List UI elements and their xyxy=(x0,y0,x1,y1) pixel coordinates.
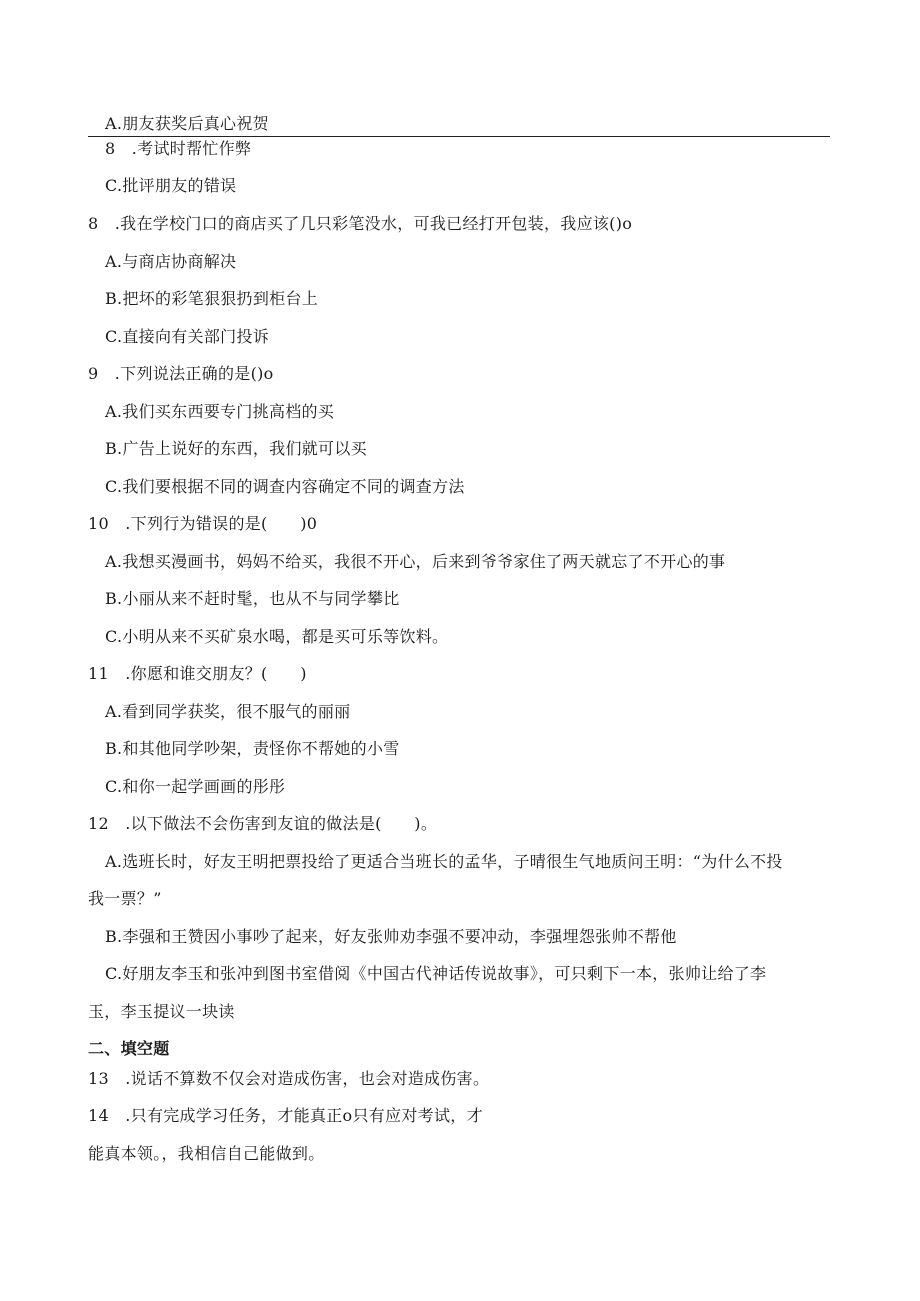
option-b: B.把坏的彩笔狠狠扔到柜台上 xyxy=(105,289,319,308)
option-a: A.与商店协商解决 xyxy=(105,252,237,271)
section-heading: 二、填空题 xyxy=(88,1039,170,1058)
option-c: C.直接向有关部门投诉 xyxy=(105,327,270,346)
option-a: A.看到同学获奖，很不服气的丽丽 xyxy=(105,702,351,721)
question-8: 8 .我在学校门口的商店买了几只彩笔没水，可我已经打开包装，我应该()o xyxy=(88,214,633,233)
option-a: A.我们买东西要专门挑高档的买 xyxy=(105,402,335,421)
option-a: A.我想买漫画书，妈妈不给买，我很不开心，后来到爷爷家住了两天就忘了不开心的事 xyxy=(105,552,726,571)
option-c-continued: 玉，李玉提议一块读 xyxy=(88,1002,235,1021)
option-b: B.和其他同学吵架，责怪你不帮她的小雪 xyxy=(105,739,400,758)
text-line: C.批评朋友的错误 xyxy=(105,176,237,195)
option-b: B.李强和王赞因小事吵了起来，好友张帅劝李强不要冲动，李强埋怨张帅不帮他 xyxy=(105,927,677,946)
option-c: C.和你一起学画画的彤彤 xyxy=(105,777,286,796)
option-b: B.广告上说好的东西，我们就可以买 xyxy=(105,439,367,458)
option-c: C.小明从来不买矿泉水喝，都是买可乐等饮料。 xyxy=(105,627,449,646)
option-a-continued: 我一票？” xyxy=(88,889,162,908)
option-b: B.小丽从来不赶时髦，也从不与同学攀比 xyxy=(105,589,400,608)
option-a: A.选班长时，好友王明把票投给了更适合当班长的孟华，子晴很生气地质问王明：“为什么不投 xyxy=(105,852,783,871)
text-line: 8 .考试时帮忙作弊 xyxy=(105,139,252,158)
question-13: 13 .说话不算数不仅会对造成伤害，也会对造成伤害。 xyxy=(88,1069,490,1088)
option-c: C.好朋友李玉和张冲到图书室借阅《中国古代神话传说故事》，可只剩下一本，张帅让给了李 xyxy=(105,964,767,983)
question-9: 9 .下列说法正确的是()o xyxy=(88,364,274,383)
question-10: 10 .下列行为错误的是( )0 xyxy=(88,514,318,533)
question-11: 11 .你愿和谁交朋友？( ) xyxy=(88,664,307,683)
question-12: 12 .以下做法不会伤害到友谊的做法是( )。 xyxy=(88,814,438,833)
option-c: C.我们要根据不同的调查内容确定不同的调查方法 xyxy=(105,477,465,496)
header-option-a: A.朋友获奖后真心祝贺 xyxy=(105,114,269,133)
header-rule xyxy=(88,136,830,137)
question-14-continued: 能真本领。，我相信自己能做到。 xyxy=(88,1144,325,1163)
question-14: 14 .只有完成学习任务，才能真正o只有应对考试，才 xyxy=(88,1106,483,1125)
